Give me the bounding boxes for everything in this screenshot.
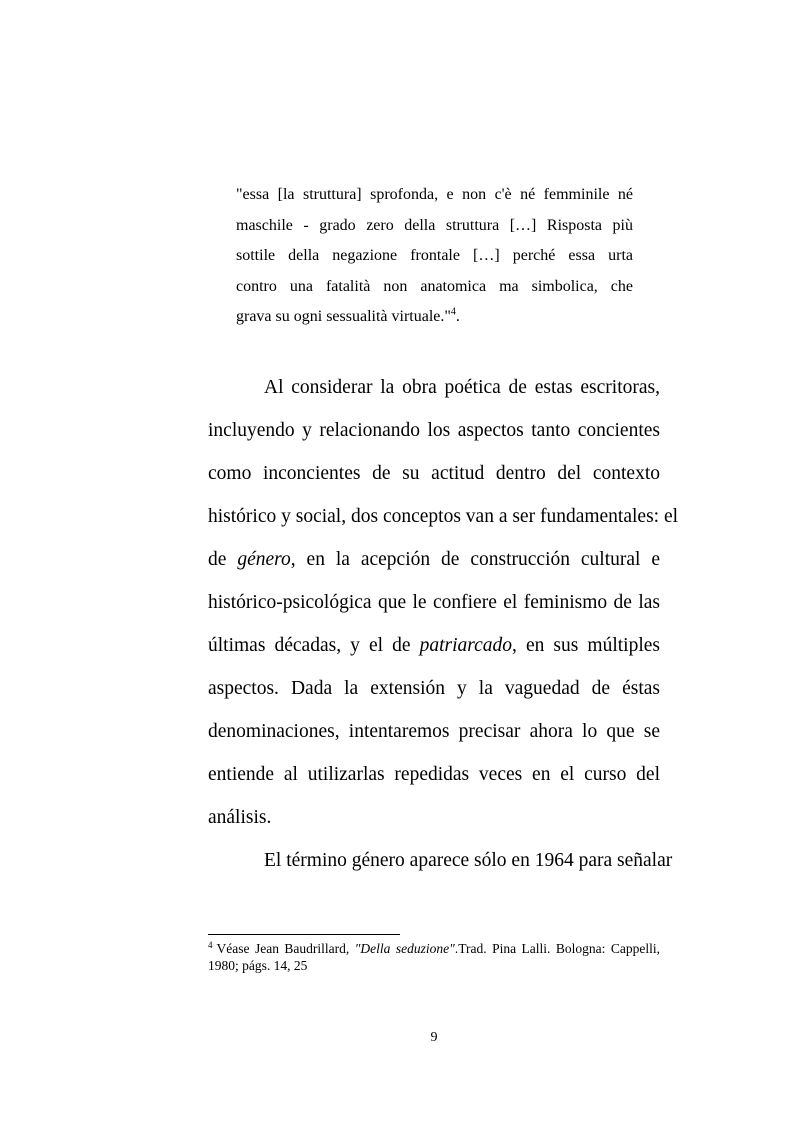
paragraph-line: aspectos. Dada la extensión y la vaguedad de éstas xyxy=(208,678,660,699)
quote-line: "essa [la struttura] sprofonda, e non c'è né femminile né xyxy=(236,186,633,203)
emphasis-patriarcado: patriarcado xyxy=(419,635,513,656)
paragraph-line: como inconcientes de su actitud dentro del contexto xyxy=(208,463,660,484)
paragraph-line: histórico-psicológica que le confiere el feminismo de las xyxy=(208,592,660,613)
text-run: , en sus múltiples xyxy=(512,635,660,656)
quote-line-last xyxy=(236,302,633,333)
body-text xyxy=(208,366,679,882)
quote-line: maschile - grado zero della struttura […] Risposta più xyxy=(236,216,633,234)
paragraph-line: histórico y social, dos conceptos van a ser fundamentales: el xyxy=(208,506,679,527)
text-run: .Trad. Pina Lalli. Bologna: Cappelli, xyxy=(454,941,660,956)
footnote-line xyxy=(208,940,660,957)
text-run: últimas décadas, y el de xyxy=(208,635,420,656)
paragraph2-line: El término género aparece sólo en 1964 para señalar xyxy=(264,850,673,871)
footnote-number: 4 xyxy=(208,939,213,950)
footnote xyxy=(208,940,660,974)
page-number: 9 xyxy=(430,1030,438,1045)
footnote-title: "Della seduzione" xyxy=(354,941,455,956)
quote-text: grava su ogni sessualità virtuale." xyxy=(236,308,451,325)
footnote-line-last: 1980; págs. 14, 25 xyxy=(208,958,308,973)
paragraph-line: incluyendo y relacionando los aspectos tanto concientes xyxy=(208,420,660,441)
text-run: de xyxy=(208,549,238,570)
paragraph-line xyxy=(208,538,660,581)
block-quotation xyxy=(236,180,633,333)
paragraph-line xyxy=(208,624,660,667)
quote-line: contro una fatalità non anatomica ma simbolica, che xyxy=(236,277,633,295)
text-run: , en la acepción de construcción cultural e xyxy=(290,549,661,570)
paragraph-line: denominaciones, intentaremos precisar ahora lo que se xyxy=(208,721,660,742)
paragraph-line: Al considerar la obra poética de estas escritoras, xyxy=(264,377,660,398)
paragraph-line: entiende al utilizarlas repedidas veces en el curso del xyxy=(208,764,660,785)
footnote-separator xyxy=(208,934,400,935)
footnote-reference[interactable]: 4 xyxy=(450,306,456,318)
paragraph-line-last: análisis. xyxy=(208,807,272,828)
text-run: Véase Jean Baudrillard, xyxy=(216,941,355,956)
quote-line: sottile della negazione frontale […] perché essa urta xyxy=(236,247,633,264)
quote-period: . xyxy=(455,308,460,325)
emphasis-genero: género xyxy=(237,549,291,570)
